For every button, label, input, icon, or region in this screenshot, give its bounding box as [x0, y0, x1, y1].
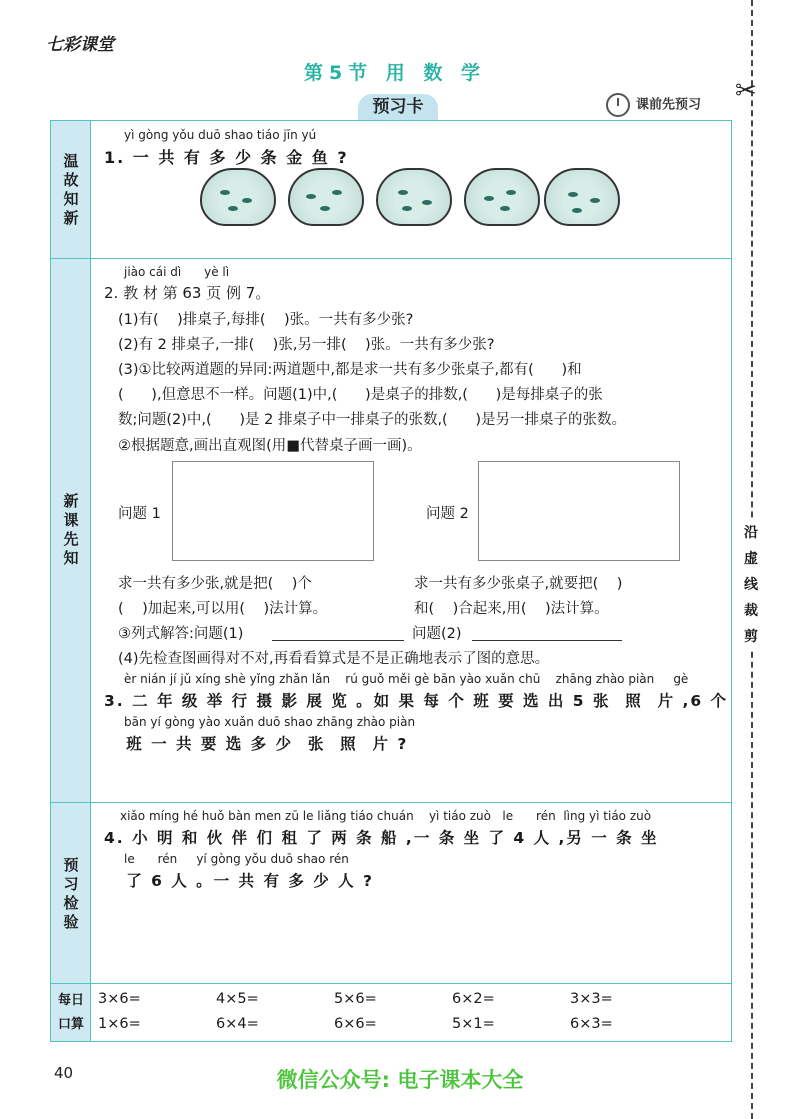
wechat-footer: 微信公众号: 电子课本大全	[276, 1068, 524, 1092]
brand-logo: 七彩课堂	[46, 35, 114, 55]
row-divider-3	[50, 983, 732, 984]
q2-part3c: 数;问题(2)中,( )是 2 排桌子中一排桌子的张数,( )是另一排桌子的张数。	[118, 412, 627, 428]
fishbowl-icon	[544, 168, 620, 226]
drill-item: 1×6=	[98, 1016, 141, 1032]
drawing-box-2[interactable]	[478, 461, 680, 561]
right-explain-2: 和( )合起来,用( )法计算。	[414, 601, 609, 617]
fishbowl-icon	[464, 168, 540, 226]
cut-label	[734, 520, 768, 650]
q4-text-1: 4. 小 明 和 伙 伴 们 租 了 两 条 船 ,一 条 坐 了 4 人 ,另 一 条 坐	[104, 829, 659, 847]
drawing-box-1[interactable]	[172, 461, 374, 561]
left-explain-1: 求一共有多少张,就是把( )个	[118, 576, 312, 592]
q3-pinyin-2: bān yí gòng yào xuǎn duō shao zhāng zhào piàn	[124, 715, 416, 729]
drill-item: 6×2=	[452, 991, 495, 1007]
q2-pinyin: jiào cái dì yè lì	[124, 265, 230, 279]
preview-label	[606, 93, 701, 117]
q2-part3a: (3)①比较两道题的异同:两道题中,都是求一共有多少张桌子,都有( )和	[118, 362, 582, 378]
preview-label-text: 课前先预习	[636, 97, 702, 113]
q2-part3e-label2: 问题(2)	[412, 626, 462, 642]
drill-item: 6×4=	[216, 1016, 259, 1032]
drill-item: 5×1=	[452, 1016, 495, 1032]
section-label-review: 温故知新	[63, 152, 79, 227]
q4-text-2: 了 6 人 。一 共 有 多 少 人 ?	[104, 872, 375, 890]
q1-text: 1. 一 共 有 多 少 条 金 鱼 ?	[104, 148, 349, 167]
scissors-icon: ✂	[735, 76, 757, 106]
fishbowl-group	[200, 168, 620, 228]
section-label-new: 新课先知	[63, 492, 79, 567]
row-divider-1	[50, 258, 732, 259]
drill-item: 3×3=	[570, 991, 613, 1007]
q3-text-1: 3. 二 年 级 举 行 摄 影 展 览 。如 果 每 个 班 要 选 出 5 张 照 片 ,6 个	[104, 692, 729, 710]
section-title: 第5节 用 数 学	[303, 62, 487, 84]
q4-pinyin-2: le rén yí gòng yǒu duō shao rén	[124, 852, 349, 866]
q1-pinyin: yì gòng yǒu duō shao tiáo jīn yú	[124, 128, 317, 142]
drill-item: 3×6=	[98, 991, 141, 1007]
drill-item: 6×6=	[334, 1016, 377, 1032]
row-divider-2	[50, 802, 732, 803]
fishbowl-icon	[376, 168, 452, 226]
clock-icon	[606, 93, 630, 117]
q2-part4: (4)先检查图画得对不对,再看看算式是不是正确地表示了图的意思。	[118, 651, 550, 667]
section-label-drill: 每日口算	[57, 993, 84, 1032]
preview-card-tab: 预习卡	[358, 94, 438, 121]
q2-part1: (1)有( )排桌子,每排( )张。一共有多少张?	[118, 312, 414, 328]
fishbowl-icon	[200, 168, 276, 226]
drill-item: 4×5=	[216, 991, 259, 1007]
q2-part2: (2)有 2 排桌子,一排( )张,另一排( )张。一共有多少张?	[118, 337, 495, 353]
cut-label-text: 沿虚线裁剪	[744, 525, 758, 645]
drill-item: 5×6=	[334, 991, 377, 1007]
answer-line-2[interactable]	[472, 624, 622, 641]
section-label-check: 预习检验	[63, 856, 79, 931]
problem1-label: 问题 1	[118, 506, 161, 522]
right-explain-1: 求一共有多少张桌子,就要把( )	[414, 576, 623, 592]
q2-part3d: ②根据题意,画出直观图(用■代替桌子画一画)。	[118, 438, 422, 454]
q4-pinyin-1: xiǎo míng hé huǒ bàn men zū le liǎng tiáo chuán yì tiáo zuò le rén lìng yì tiáo zuò	[120, 809, 652, 823]
fishbowl-icon	[288, 168, 364, 226]
drill-item: 6×3=	[570, 1016, 613, 1032]
q3-text-2: 班 一 共 要 选 多 少 张 照 片 ?	[104, 735, 409, 753]
q2-part3e-label1: ③列式解答:问题(1)	[118, 626, 244, 642]
q3-pinyin-1: èr nián jí jǔ xíng shè yǐng zhǎn lǎn rú guǒ měi gè bān yào xuǎn chū zhāng zhào piàn gè	[124, 672, 689, 686]
page-number: 40	[54, 1064, 74, 1082]
q2-text: 2. 教 材 第 63 页 例 7。	[104, 284, 271, 302]
answer-line-1[interactable]	[272, 624, 404, 641]
problem2-label: 问题 2	[426, 506, 469, 522]
left-explain-2: ( )加起来,可以用( )法计算。	[118, 601, 328, 617]
q2-part3b: ( ),但意思不一样。问题(1)中,( )是桌子的排数,( )是每排桌子的张	[118, 387, 603, 403]
